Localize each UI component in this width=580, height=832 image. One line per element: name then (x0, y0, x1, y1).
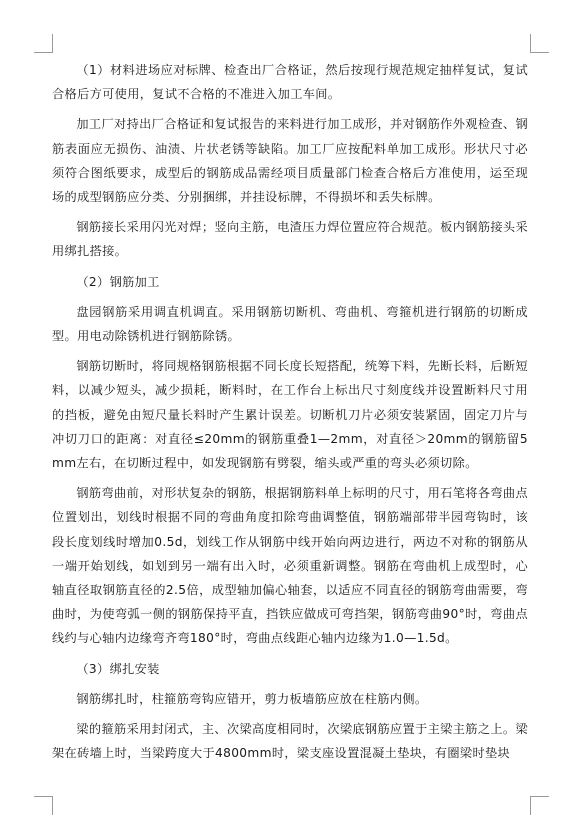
document-body (52, 58, 528, 765)
paragraph-straightening: 盘园钢筋采用调直机调直。采用钢筋切断机、弯曲机、弯箍机进行钢筋的切断成型。用电动除锈机进行钢筋除锈。 (52, 304, 528, 344)
corner-mark-top-right (530, 34, 549, 53)
paragraph-cutting: 钢筋切断时，将同规格钢筋根据不同长度长短搭配，统筹下料，先断长料，后断短料，以减少短头，减少损耗，断料时，在工作台上标出尺寸刻度线并设置断料尺寸用的挡板，避免由短尺量长料时产生累计误差。切断机刀片必须安装紧固，固定刀片与冲切刀口的距离：对直径≤20mm的钢筋重叠1—2mm，对直径＞20mm的钢筋留5mm左右，在切断过程中，如发现钢筋有劈裂，缩头或严重的弯头必须切除。 (52, 359, 528, 471)
paragraph-material-entry: （1）材料进场应对标牌、检查出厂合格证，然后按现行规范规定抽样复试，复试合格后方可使用，复试不合格的不准进入加工车间。 (52, 63, 528, 102)
heading-binding-installation: （3）绑扎安装 (76, 661, 160, 676)
paragraph-binding: 钢筋绑扎时，柱箍筋弯钩应错开，剪力板墙筋应放在柱筋内侧。 (76, 691, 428, 706)
paragraph-rebar-splicing: 钢筋接长采用闪光对焊；竖向主筋，电渣压力焊位置应符合规范。板内钢筋接头采用绑扎搭接。 (52, 220, 528, 259)
heading-rebar-processing: （2）钢筋加工 (76, 274, 160, 289)
paragraph-factory-processing: 加工厂对持出厂合格证和复试报告的来料进行加工成形，并对钢筋作外观检查、钢筋表面应无损伤、油渍、片状老锈等缺陷。加工厂应按配料单加工成形。形状尺寸必须符合图纸要求，成型后的钢筋成品需经项目质量部门检查合格后方准使用，运至现场的成型钢筋应分类、分别捆绑，并挂设标牌，不得损坏和丢失标牌。 (52, 117, 528, 205)
corner-mark-bottom-right (530, 796, 549, 815)
paragraph-bending: 钢筋弯曲前，对形状复杂的钢筋，根据钢筋料单上标明的尺寸，用石笔将各弯曲点位置划出，划线时根据不同的弯曲角度扣除弯曲调整值，钢筋端部带半园弯钩时，该段长度划线时增加0.5d，划线工作从钢筋中线开始向两边进行，两边不对称的钢筋从一端开始划线，如划到另一端有出入时，必须重新调整。钢筋在弯曲机上成型时，心轴直径取钢筋直径的2.5倍，成型轴加偏心轴套，以适应不同直径的钢筋弯曲需要，弯曲时，为使弯弧一侧的钢筋保持平直，挡铁应做成可弯挡架，钢筋弯曲90°时，弯曲点线约与心轴内边缘弯齐弯180°时，弯曲点线距心轴内边缘为1.0—1.5d。 (52, 486, 528, 646)
paragraph-beam-stirrups: 梁的箍筋采用封闭式，主、次梁高度相同时，次梁底钢筋应置于主梁主筋之上。梁架在砖墙上时，当梁跨度大于4800mm时，梁支座设置混凝土垫块，有圈梁时垫块 (52, 722, 528, 761)
corner-mark-top-left (34, 34, 53, 53)
corner-mark-bottom-left (34, 796, 53, 815)
